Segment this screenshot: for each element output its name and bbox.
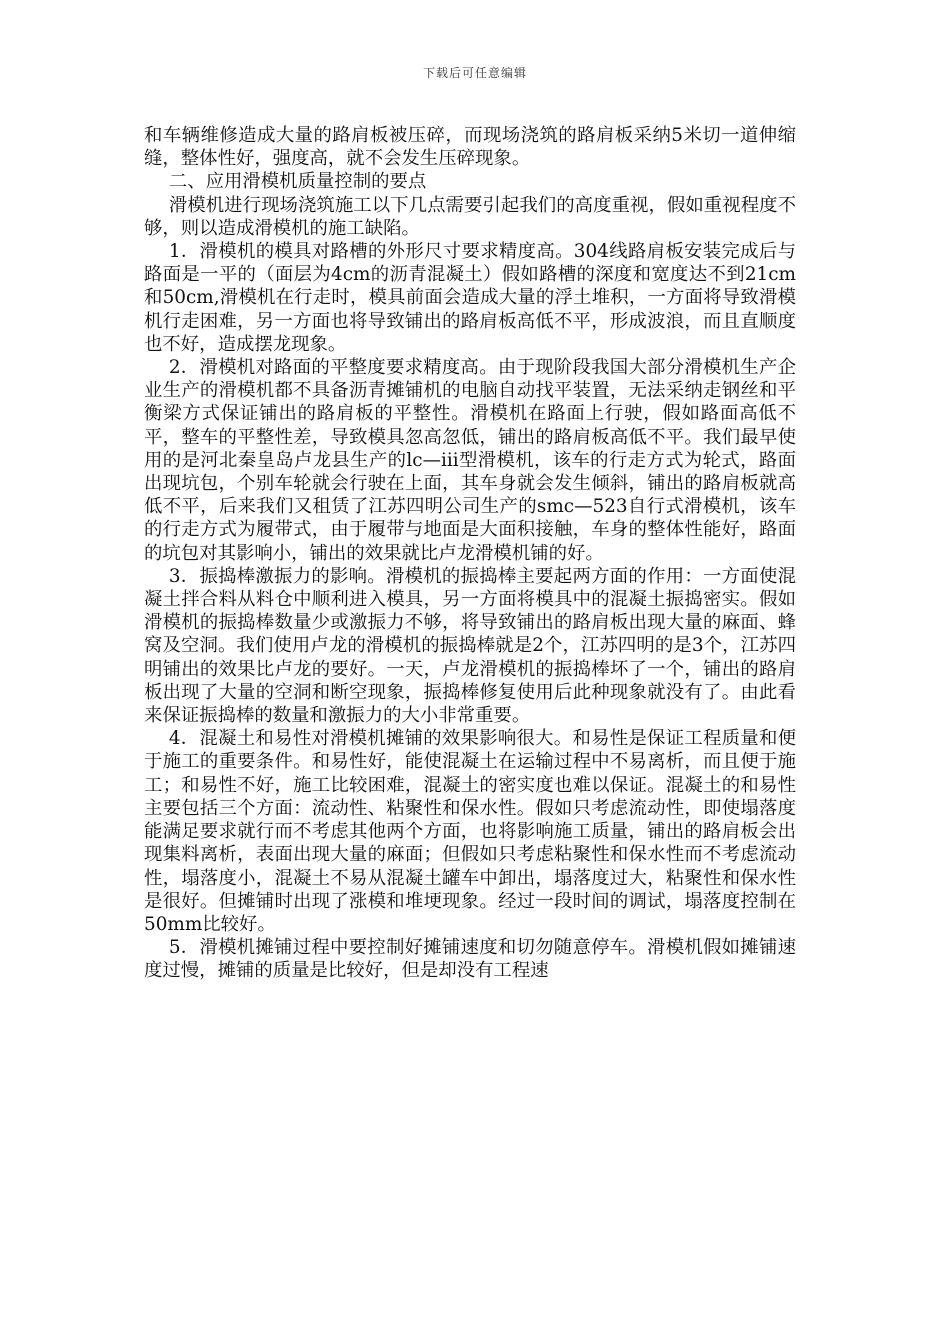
paragraph-point-1: 1．滑模机的模具对路槽的外形尺寸要求精度高。304线路肩板安装完成后与路面是一平的（面层为4cm的沥青混凝土）假如路槽的深度和宽度达不到21cm和50cm,滑模机在行走时，模具前面会造成大量的浮土堆积，一方面将导致滑模机行走困难，另一方面也将导致铺出的路肩板高低不平，形成波浪，而且直顺度也不好，造成摆龙现象。 [144,241,796,355]
paragraph-point-3: 3．振捣棒激振力的影响。滑模机的振捣棒主要起两方面的作用：一方面使混凝土拌合料从料仓中顺利进入模具，另一方面将模具中的混凝土振捣密实。假如滑模机的振捣棒数量少或激振力不够，将导致铺出的路肩板出现大量的麻面、蜂窝及空洞。我们使用卢龙的滑模机的振捣棒就是2个，江苏四明的是3个，江苏四明铺出的效果比卢龙的要好。一天，卢龙滑模机的振捣棒坏了一个，铺出的路肩板出现了大量的空洞和断空现象，振捣棒修复使用后此种现象就没有了。由此看来保证振捣棒的数量和激振力的大小非常重要。 [144,565,796,727]
document-body [144,124,796,983]
paragraph-point-5: 5．滑模机摊铺过程中要控制好摊铺速度和切勿随意停车。滑模机假如摊铺速度过慢，摊铺的质量是比较好，但是却没有工程速 [144,937,796,982]
paragraph-point-2: 2．滑模机对路面的平整度要求精度高。由于现阶段我国大部分滑模机生产企业生产的滑模机都不具备沥青摊铺机的电脑自动找平装置，无法采纳走钢丝和平衡梁方式保证铺出的路肩板的平整性。滑模机在路面上行驶，假如路面高低不平，整车的平整性差，导致模具忽高忽低，铺出的路肩板高低不平。我们最早使用的是河北秦皇岛卢龙县生产的lc—iii型滑模机，该车的行走方式为轮式，路面出现坑包，个别车轮就会行驶在上面，其车身就会发生倾斜，铺出的路肩板就高低不平，后来我们又租赁了江苏四明公司生产的smc—523自行式滑模机，该车的行走方式为履带式，由于履带与地面是大面积接触，车身的整体性能好，路面的坑包对其影响小，铺出的效果就比卢龙滑模机铺的好。 [144,357,796,564]
paragraph-intro: 滑模机进行现场浇筑施工以下几点需要引起我们的高度重视，假如重视程度不够，则以造成滑模机的施工缺陷。 [144,194,796,239]
section-heading: 二、应用滑模机质量控制的要点 [168,171,427,193]
paragraph-point-4: 4．混凝土和易性对滑模机摊铺的效果影响很大。和易性是保证工程质量和便于施工的重要条件。和易性好，能使混凝土在运输过程中不易离析，而且便于施工；和易性不好，施工比较困难，混凝土的密实度也难以保证。混凝土的和易性主要包括三个方面：流动性、粘聚性和保水性。假如只考虑流动性，即使塌落度能满足要求就行而不考虑其他两个方面，也将影响施工质量，铺出的路肩板会出现集料离析，表面出现大量的麻面；但假如只考虑粘聚性和保水性而不考虑流动性，塌落度小，混凝土不易从混凝土罐车中卸出，塌落度过大，粘聚性和保水性是很好。但摊铺时出现了涨模和堆埂现象。经过一段时间的调试，塌落度控制在50mm比较好。 [144,728,796,935]
page-header: 下载后可任意编辑 [422,66,527,80]
paragraph-continuation: 和车辆维修造成大量的路肩板被压碎，而现场浇筑的路肩板采纳5米切一道伸缩缝，整体性好，强度高，就不会发生压碎现象。 [144,125,796,170]
